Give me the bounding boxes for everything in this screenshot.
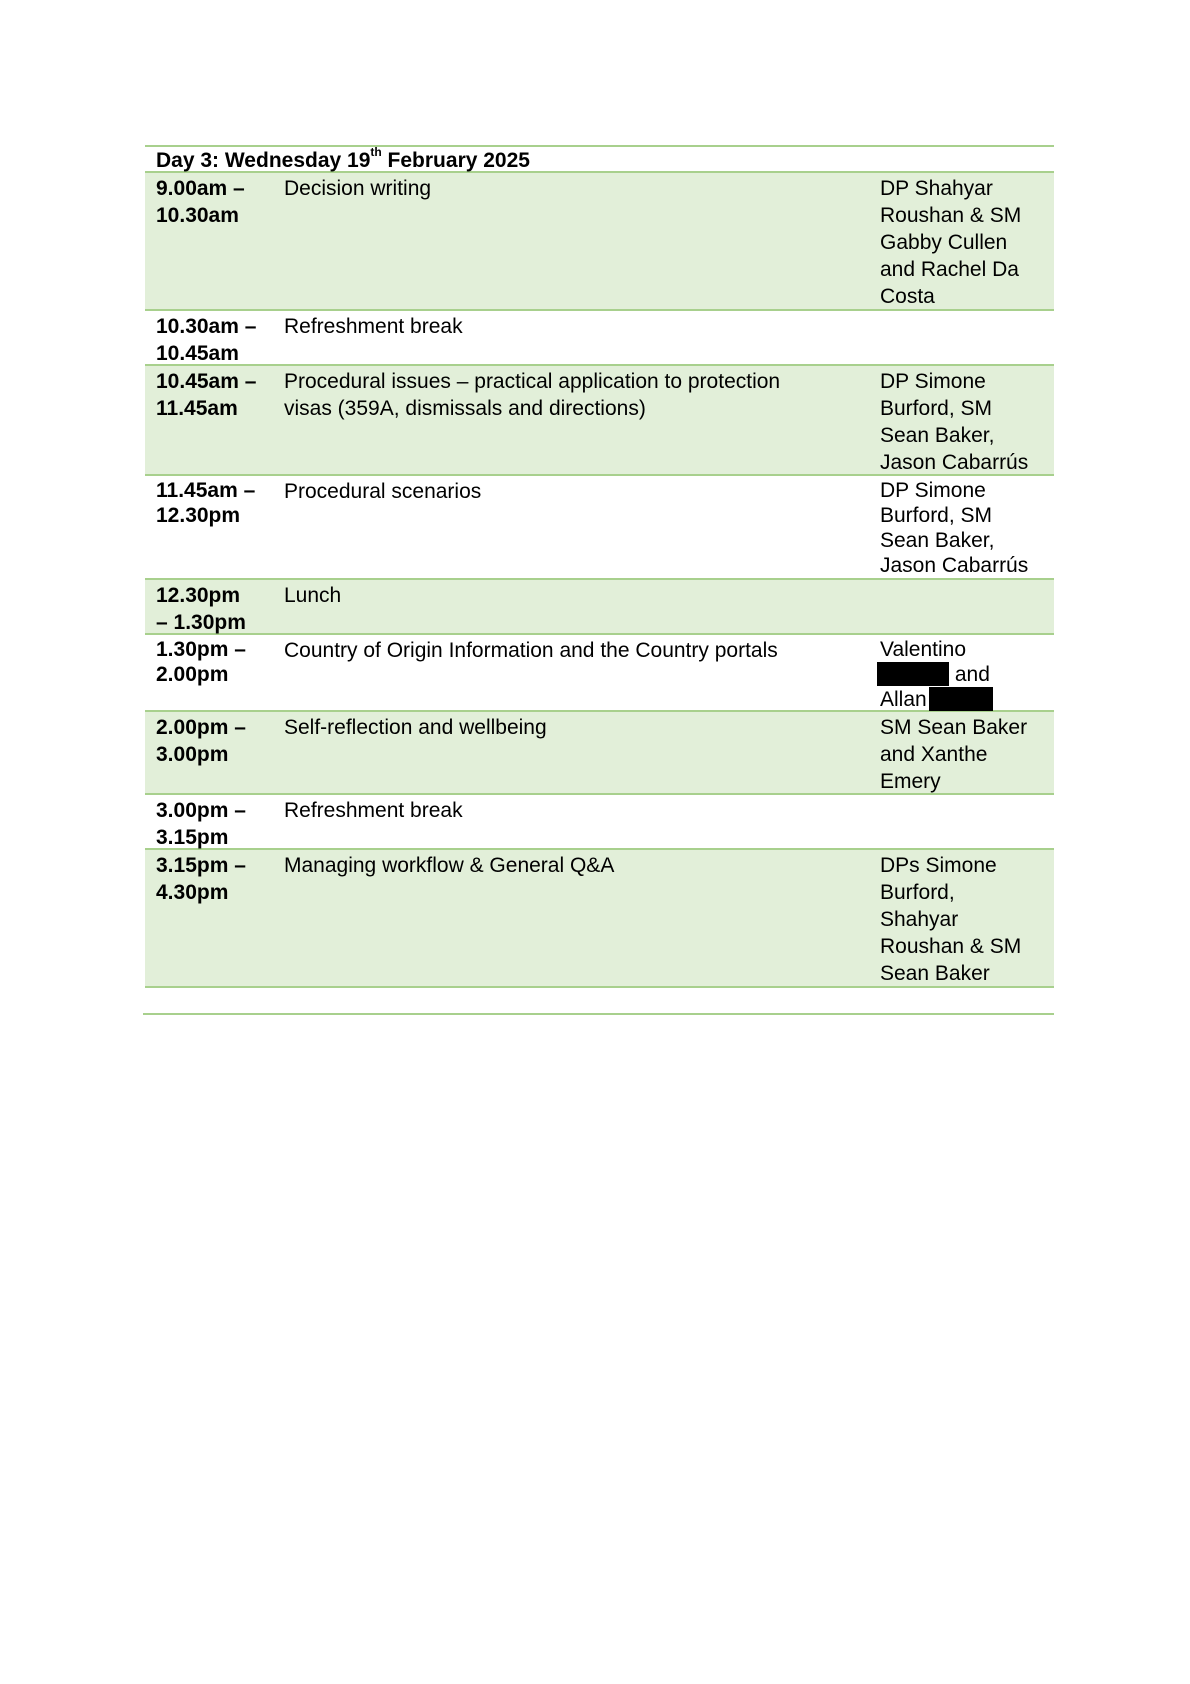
time-end: 10.45am [156,342,239,365]
presenter-line: Costa [880,285,935,308]
session-cell [284,313,844,340]
time-end: 3.15pm [156,826,229,849]
session-cell [284,478,844,505]
session-cell [284,637,844,664]
time-end: 12.30pm [156,504,241,527]
time-start: 3.15pm – [156,854,246,877]
table-row [145,173,1054,311]
table-row [145,635,1054,712]
presenter-line: and Xanthe [880,743,988,766]
presenter-cell [880,175,1052,310]
table-row [145,850,1054,988]
time-start: 10.30am – [156,315,257,338]
presenter-line: Burford, SM [880,504,993,527]
time-end: 2.00pm [156,663,229,686]
day-title-part1: Day 3: Wednesday 19 [156,149,371,172]
day-title-part2: February 2025 [381,149,530,172]
presenter-line: Sean Baker, [880,424,995,447]
time-cell [156,637,276,687]
time-start: 1.30pm – [156,638,246,661]
presenter-line: Roushan & SM [880,935,1022,958]
presenter-line: Shahyar [880,908,959,931]
time-cell [156,797,276,851]
time-cell [156,313,276,367]
presenter-line [880,687,1052,712]
time-start: 12.30pm [156,584,241,607]
presenter-line: Gabby Cullen [880,231,1008,254]
time-cell [156,852,276,906]
presenter-line: Burford, [880,881,955,904]
table-row [145,366,1054,476]
session-cell [284,852,844,879]
table-row [145,712,1054,795]
time-end: 4.30pm [156,881,229,904]
time-cell [156,714,276,768]
time-cell [156,582,276,636]
table-row [145,311,1054,366]
time-end: 11.45am [156,397,238,420]
presenter-line: Valentino [880,638,967,661]
session-cell [284,797,844,824]
presenter-line: DP Shahyar [880,177,993,200]
presenter-line: Sean Baker [880,962,990,985]
session-title: visas (359A, dismissals and directions) [284,397,646,420]
presenter-cell [880,852,1052,987]
presenter-cell [880,637,1052,712]
time-cell [156,175,276,229]
presenter-line: DP Simone [880,479,986,502]
table-end-rule [143,1013,1054,1015]
session-title: Refreshment break [284,315,463,338]
presenter-line: DPs Simone [880,854,997,877]
presenter-line [880,662,1052,687]
redaction-block [877,662,949,686]
time-cell [156,368,276,422]
session-title: Country of Origin Information and the Country portals [284,639,778,662]
time-start: 10.45am – [156,370,257,393]
session-title: Decision writing [284,177,432,200]
session-title: Refreshment break [284,799,463,822]
table-row [145,795,1054,850]
presenter-conjunction: and [954,663,990,686]
presenter-name: Allan [880,688,927,711]
table-row [145,476,1054,580]
session-cell [284,582,844,609]
presenter-cell [880,714,1052,795]
presenter-line: Roushan & SM [880,204,1022,227]
presenter-line: DP Simone [880,370,986,393]
time-start: 9.00am – [156,177,245,200]
time-start: 11.45am – [156,479,256,502]
session-title: Self-reflection and wellbeing [284,716,547,739]
schedule-table [145,145,1054,988]
table-row [145,580,1054,635]
session-title: Procedural issues – practical application to protection [284,370,781,393]
presenter-line: Sean Baker, [880,529,995,552]
time-start: 3.00pm – [156,799,246,822]
time-cell [156,478,276,528]
presenter-line: Burford, SM [880,397,993,420]
presenter-line: Emery [880,770,941,793]
time-end: 10.30am [156,204,239,227]
redaction-block [929,687,993,711]
session-cell [284,175,844,202]
session-cell [284,714,844,741]
presenter-line: and Rachel Da [880,258,1019,281]
presenter-line: Jason Cabarrús [880,554,1029,577]
presenter-line: SM Sean Baker [880,716,1028,739]
day-title-ordinal: th [370,145,382,159]
time-end: – 1.30pm [156,611,246,634]
day-header [145,145,1054,173]
presenter-line: Jason Cabarrús [880,451,1029,474]
session-title: Managing workflow & General Q&A [284,854,615,877]
time-end: 3.00pm [156,743,229,766]
session-title: Lunch [284,584,342,607]
presenter-cell [880,368,1052,476]
session-title: Procedural scenarios [284,480,482,503]
session-cell [284,368,844,422]
presenter-cell [880,478,1052,578]
time-start: 2.00pm – [156,716,246,739]
